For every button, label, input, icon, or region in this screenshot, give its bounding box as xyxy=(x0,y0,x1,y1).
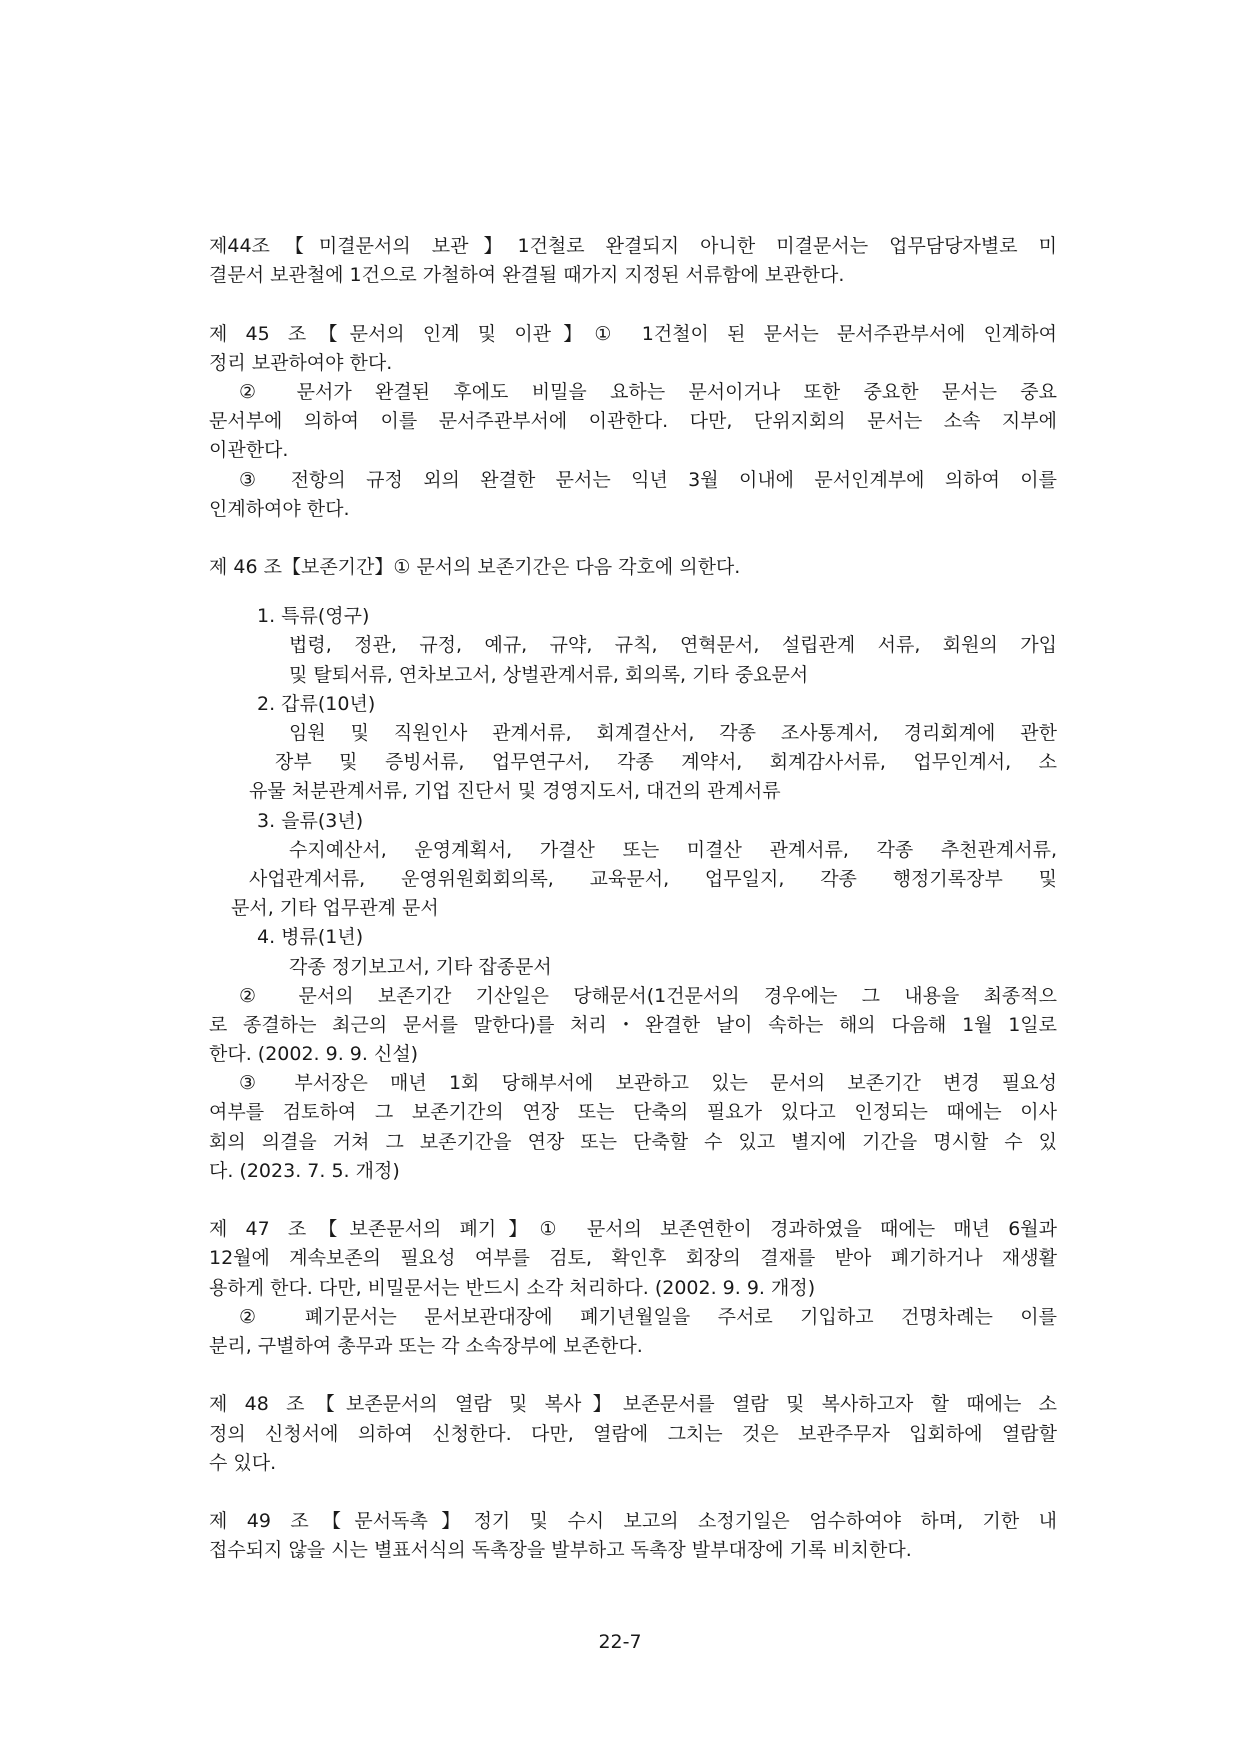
article-47-line: 용하게 한다. 다만, 비밀문서는 반드시 소각 처리하다. (2002. 9. 9. 개정) xyxy=(209,1276,816,1299)
article-47-line: 제 47 조【보존문서의 폐기】① 문서의 보존연한이 경과하였을 때에는 매년 6월과 xyxy=(209,1218,1057,1241)
retention-item-desc: 문서, 기타 업무관계 문서 xyxy=(231,897,439,920)
article-44-line: 제44조【미결문서의 보관】1건철로 완결되지 아니한 미결문서는 업무담당자별로 미 xyxy=(209,235,1057,257)
retention-item-desc: 및 탈퇴서류, 연차보고서, 상벌관계서류, 회의록, 기타 중요문서 xyxy=(289,663,809,686)
article-48 xyxy=(209,1390,1057,1478)
retention-item-title: 1. 특류(영구) xyxy=(257,605,370,628)
article-45-paragraph-3: ③ 전항의 규정 외의 완결한 문서는 익년 3월 이내에 문서인계부에 의하여 이를 xyxy=(239,468,1057,491)
article-46-intro: 제 46 조【보존기간】① 문서의 보존기간은 다음 각호에 의한다. xyxy=(209,556,741,579)
article-49-line: 접수되지 않을 시는 별표서식의 독촉장을 발부하고 독촉장 발부대장에 기록 비치한다. xyxy=(209,1539,912,1562)
retention-item-desc: 유물 처분관계서류, 기업 진단서 및 경영지도서, 대건의 관계서류 xyxy=(249,780,781,803)
article-47-line: 분리, 구별하여 총무과 또는 각 소속장부에 보존한다. xyxy=(209,1334,643,1357)
article-47-line: 12월에 계속보존의 필요성 여부를 검토, 확인후 회장의 결재를 받아 폐기하거나 재생활 xyxy=(209,1247,1057,1270)
article-49 xyxy=(209,1507,1057,1565)
article-45-line: 제 45 조【문서의 인계 및 이관】① 1건철이 된 문서는 문서주관부서에 인계하여 xyxy=(209,322,1057,345)
document-body xyxy=(209,232,1057,1565)
retention-item-desc: 수지예산서, 운영계획서, 가결산 또는 미결산 관계서류, 각종 추천관계서류, xyxy=(289,838,1057,861)
article-45 xyxy=(209,320,1057,524)
page-number: 22-7 xyxy=(598,1631,642,1653)
article-45-line: 문서부에 의하여 이를 문서주관부서에 이관한다. 다만, 단위지회의 문서는 소속 지부에 xyxy=(209,410,1057,433)
article-48-line: 정의 신청서에 의하여 신청한다. 다만, 열람에 그치는 것은 보관주무자 입회하에 열람할 xyxy=(209,1422,1057,1445)
retention-item-title: 3. 을류(3년) xyxy=(257,809,364,832)
article-48-line: 수 있다. xyxy=(209,1451,277,1474)
article-46-paragraph-3: ③ 부서장은 매년 1회 당해부서에 보관하고 있는 문서의 보존기간 변경 필요성 xyxy=(239,1072,1057,1095)
article-46-line: 회의 의결을 거쳐 그 보존기간을 연장 또는 단축할 수 있고 별지에 기간을 명시할 수 있 xyxy=(209,1130,1057,1153)
article-45-line: 인계하여야 한다. xyxy=(209,497,350,520)
article-45-paragraph-2: ② 문서가 완결된 후에도 비밀을 요하는 문서이거나 또한 중요한 문서는 중요 xyxy=(239,380,1057,403)
retention-item-desc: 법령, 정관, 규정, 예규, 규약, 규칙, 연혁문서, 설립관계 서류, 회원의 가입 xyxy=(289,634,1057,657)
article-45-line: 정리 보관하여야 한다. xyxy=(209,351,393,374)
article-46 xyxy=(209,553,1057,1186)
article-49-line: 제 49 조【문서독촉】정기 및 수시 보고의 소정기일은 엄수하여야 하며, 기한 내 xyxy=(209,1510,1057,1533)
article-47-paragraph-2: ② 폐기문서는 문서보관대장에 폐기년월일을 주서로 기입하고 건명차례는 이를 xyxy=(239,1305,1057,1328)
retention-item-desc: 사업관계서류, 운영위원회회의록, 교육문서, 업무일지, 각종 행정기록장부 및 xyxy=(249,867,1057,890)
retention-item-desc: 임원 및 직원인사 관계서류, 회계결산서, 각종 조사통계서, 경리회계에 관한 xyxy=(289,722,1057,744)
article-46-line: 한다. (2002. 9. 9. 신설) xyxy=(209,1043,419,1066)
article-46-line: 여부를 검토하여 그 보존기간의 연장 또는 단축의 필요가 있다고 인정되는 때에는 이사 xyxy=(209,1101,1057,1124)
article-44 xyxy=(209,232,1057,290)
article-44-line: 결문서 보관철에 1건으로 가철하여 완결될 때가지 지정된 서류함에 보관한다. xyxy=(209,264,845,287)
retention-item-desc: 장부 및 증빙서류, 업무연구서, 각종 계약서, 회계감사서류, 업무인계서, 소 xyxy=(275,751,1057,774)
article-45-line: 이관한다. xyxy=(209,439,289,462)
retention-item-title: 2. 갑류(10년) xyxy=(257,692,376,715)
article-48-line: 제 48 조【보존문서의 열람 및 복사】보존문서를 열람 및 복사하고자 할 때에는 소 xyxy=(209,1393,1057,1416)
article-46-line: 다. (2023. 7. 5. 개정) xyxy=(209,1159,400,1182)
retention-item-title: 4. 병류(1년) xyxy=(257,926,364,949)
retention-item-desc: 각종 정기보고서, 기타 잡종문서 xyxy=(289,955,552,978)
article-47 xyxy=(209,1215,1057,1361)
article-46-line: 로 종결하는 최근의 문서를 말한다)를 처리・완결한 날이 속하는 해의 다음해 1월 1일로 xyxy=(209,1013,1057,1036)
article-46-paragraph-2: ② 문서의 보존기간 기산일은 당해문서(1건문서의 경우에는 그 내용을 최종적으 xyxy=(239,984,1057,1007)
